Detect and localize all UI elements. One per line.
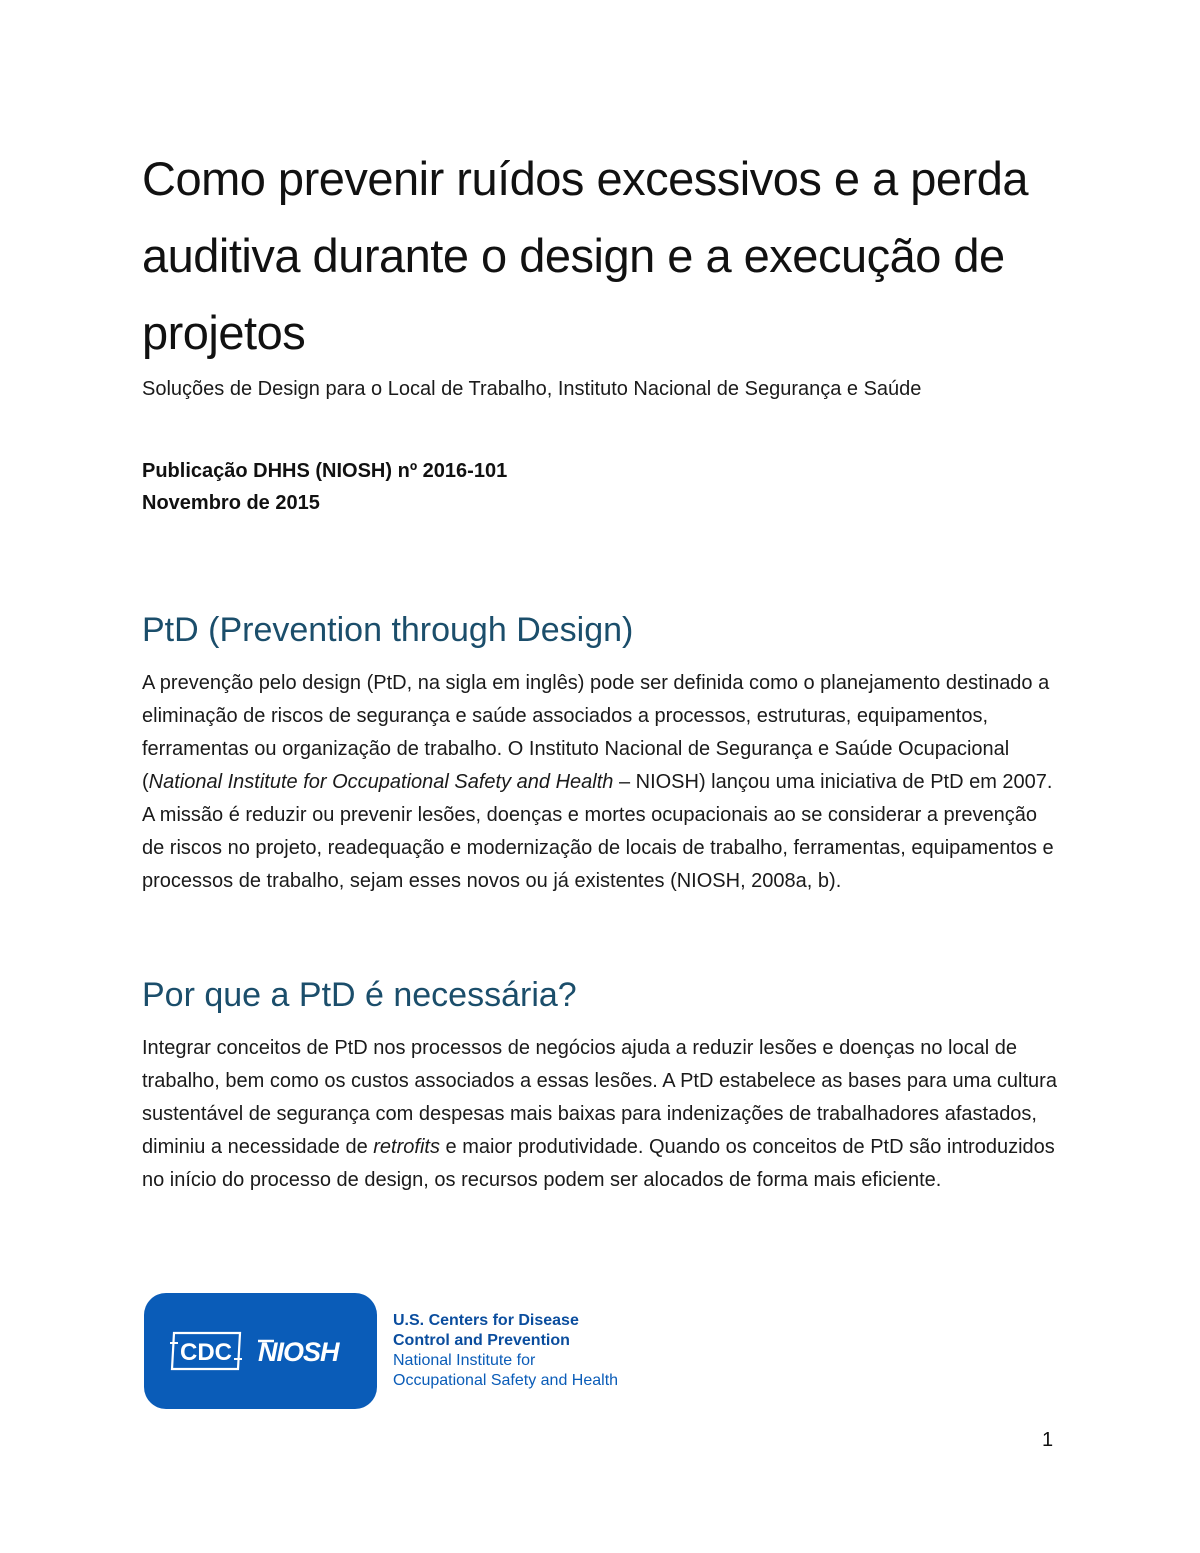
cdc-logo-icon [168, 1329, 244, 1373]
agency-line: National Institute for [393, 1352, 536, 1369]
cdc-niosh-logo [144, 1293, 377, 1409]
agency-line: Occupational Safety and Health [393, 1372, 619, 1389]
section-heading-ptd: PtD (Prevention through Design) [142, 611, 634, 649]
document-subtitle: Soluções de Design para o Local de Trabalho, Instituto Nacional de Segurança e Saúde [142, 378, 922, 400]
svg-text:NIOSH: NIOSH [258, 1337, 339, 1367]
agency-line: Control and Prevention [393, 1332, 570, 1349]
document-title: Como prevenir ruídos excessivos e a perda auditiva durante o design e a execução de projetos [142, 152, 1028, 359]
paragraph-italic-text: retrofits [373, 1136, 440, 1158]
paragraph-text: A prevenção pelo design (PtD, na sigla em inglês) pode ser definida como o planejamento destinado a eliminação de riscos de segurança e saúde associados a processos, estruturas, equipamentos, ferramentas ou organização de trabalho. O Instituto Nacional de Segurança e Saúde Ocupacional ( [142, 672, 1050, 793]
section-paragraph-ptd [142, 667, 1062, 898]
publication-number: Publicação DHHS (NIOSH) nº 2016-101 [142, 460, 508, 482]
agency-line: U.S. Centers for Disease [393, 1312, 579, 1329]
section-heading-why-ptd: Por que a PtD é necessária? [142, 976, 577, 1014]
agency-name [393, 1311, 713, 1391]
paragraph-text: – NIOSH) lançou uma iniciativa de PtD em 2007. A missão é reduzir ou prevenir lesões, doenças e mortes ocupacionais ao se considerar a prevenção de riscos no projeto, readequação e modernização de locais de trabalho, ferramentas, equipamentos e processos de trabalho, sejam esses novos ou já existentes (NIOSH, 2008a, b). [142, 771, 1054, 892]
niosh-logo-icon [254, 1333, 366, 1369]
paragraph-text: Integrar conceitos de PtD nos processos de negócios ajuda a reduzir lesões e doenças no local de trabalho, bem como os custos associados a essas lesões. A PtD estabelece as bases para uma cultura sustentável de segurança com despesas mais baixas para indenizações de trabalhadores afastados, diminiu a necessidade de [142, 1037, 1057, 1158]
paragraph-text: e maior produtividade. Quando os conceitos de PtD são introduzidos no início do processo de design, os recursos podem ser alocados de forma mais eficiente. [142, 1136, 1055, 1191]
publication-info [142, 455, 1062, 519]
page-number: 1 [1042, 1429, 1054, 1451]
section-paragraph-why-ptd [142, 1032, 1062, 1197]
svg-text:CDC: CDC [180, 1339, 232, 1366]
publication-date: Novembro de 2015 [142, 492, 320, 514]
paragraph-italic-text: National Institute for Occupational Safety and Health [148, 771, 614, 793]
